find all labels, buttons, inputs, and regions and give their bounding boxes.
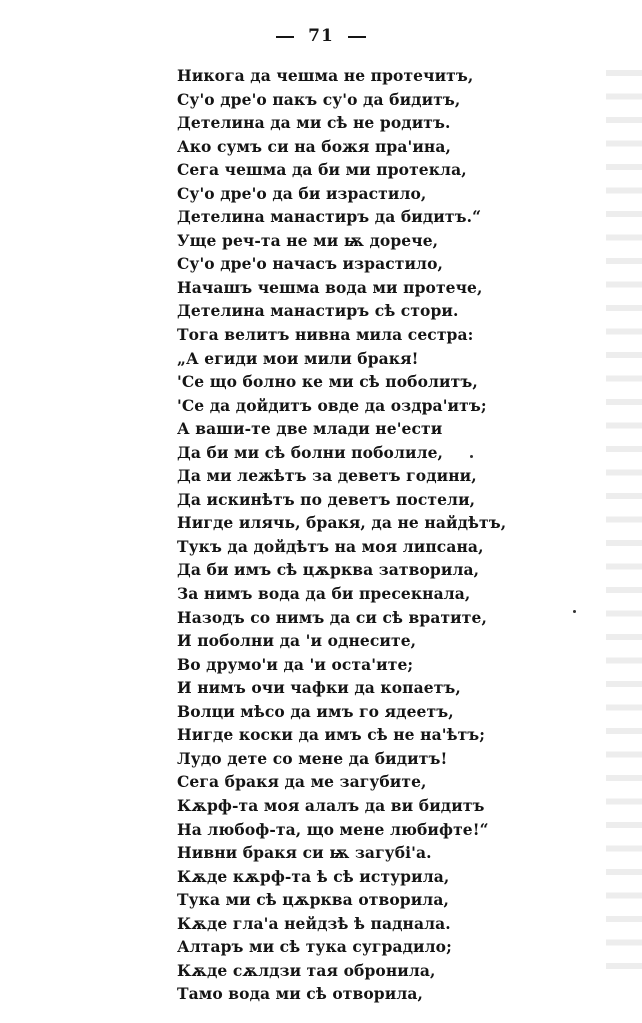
poem-line: Алтаръ ми сѣ тука суградило; <box>177 937 452 957</box>
poem-line: Во друмо'и да 'и оста'ите; <box>177 654 414 674</box>
poem-line: Лудо дете со мене да бидитъ! <box>177 748 448 768</box>
poem-line: И поболни да 'и однесите, <box>177 631 417 651</box>
poem-line: Нигде коски да имъ сѣ не на'ѣтъ; <box>177 725 486 745</box>
poem-line: „А егиди мои мили бракя! <box>177 348 419 368</box>
poem-line: Волци мѣсо да имъ го ядеетъ, <box>177 701 454 721</box>
poem-line: Тога велитъ нивна мила сестра: <box>177 325 474 345</box>
poem-line: Детелина манастиръ сѣ стори. <box>177 301 459 321</box>
poem-line: Кѫрф-та моя алалъ да ви бидитъ <box>177 795 485 815</box>
poem-line: Су'о дре'о да би израстило, <box>177 183 427 203</box>
header-dash-right <box>348 36 366 38</box>
poem-line: 'Се да дойдитъ овде да оздра'итъ; <box>177 395 487 415</box>
poem-line: Су'о дре'о пакъ су'о да бидитъ, <box>177 89 461 109</box>
poem-line: Кѫде сѫлдзи тая обронила, <box>177 960 436 980</box>
poem-line: Да би имъ сѣ цѫрква затворила, <box>177 560 480 580</box>
poem-line: Детелина манастиръ да бидитъ.“ <box>177 207 482 227</box>
poem-line: На любоф-та, що мене любифте!“ <box>177 819 489 839</box>
poem-line: Су'о дре'о начасъ израстило, <box>177 254 444 274</box>
poem-line: Нигде илячь, бракя, да не найдѣтъ, <box>177 513 507 533</box>
poem-line: Тамо вода ми сѣ отворила, <box>177 984 423 1004</box>
page-number: 71 <box>308 26 334 46</box>
show-through-bleed <box>606 60 642 980</box>
poem-line: Да искинѣтъ по деветъ постели, <box>177 489 476 509</box>
poem-line: 'Се що болно ке ми сѣ поболитъ, <box>177 372 478 392</box>
poem-line: Тука ми сѣ цѫрква отворила, <box>177 890 449 910</box>
poem-line: Детелина да ми сѣ не родитъ. <box>177 113 451 133</box>
poem-line: Кѫде кѫрф-та ѣ сѣ истурила, <box>177 866 450 886</box>
poem-line: Сега бракя да ме загубите, <box>177 772 427 792</box>
poem-line: Сега чешма да би ми протекла, <box>177 160 467 180</box>
poem-line: Тукъ да дойдѣтъ на моя липсана, <box>177 536 484 556</box>
poem-line: Уще реч-та не ми ѭ дорече, <box>177 230 439 250</box>
poem-line: Назодъ со нимъ да си сѣ вратите, <box>177 607 487 627</box>
poem-line: Да ми лежѣтъ за деветъ години, <box>177 466 477 486</box>
poem-line: И нимъ очи чафки да копаетъ, <box>177 678 461 698</box>
poem-line: Начашъ чешма вода ми протече, <box>177 277 483 297</box>
poem-line: Нивни бракя си ѭ загубі'а. <box>177 843 432 863</box>
poem-line: Кѫде гла'а нейдзѣ ѣ паднала. <box>177 913 451 933</box>
poem-line: Ако сумъ си на божя пра'ина, <box>177 136 452 156</box>
poem-line: А ваши-те две млади не'ести <box>177 419 443 439</box>
page-header <box>0 26 642 46</box>
ink-speck <box>573 610 576 613</box>
poem-line: Никога да чешма не протечитъ, <box>177 66 474 85</box>
poem-text <box>177 64 506 1006</box>
poem-line: За нимъ вода да би пресекнала, <box>177 584 471 604</box>
ink-speck <box>470 455 473 458</box>
poem-line: Да би ми сѣ болни поболиле, <box>177 442 444 462</box>
header-dash-left <box>276 36 294 38</box>
